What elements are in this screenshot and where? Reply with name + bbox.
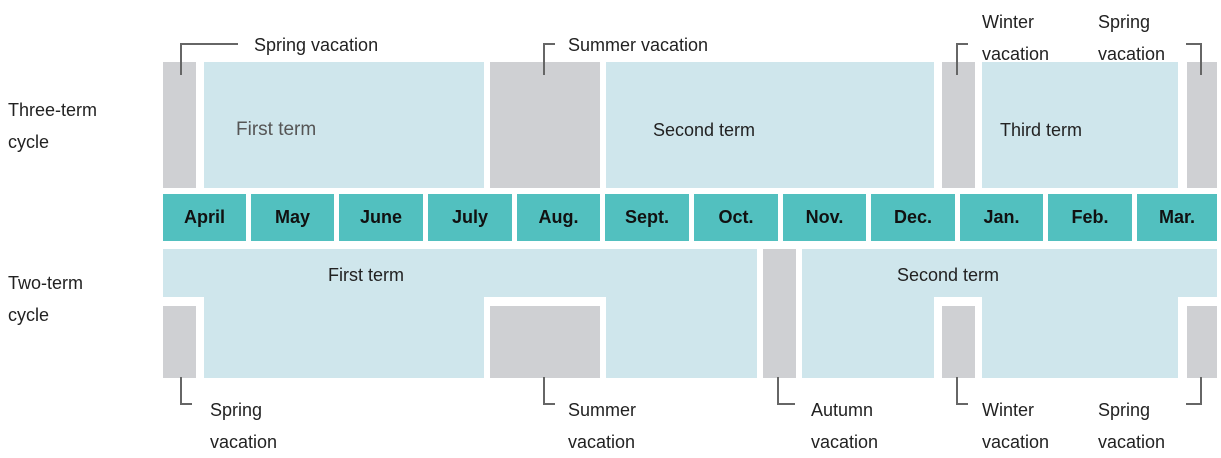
- two-term-second-term-label: Second term: [897, 265, 1000, 285]
- two-term-second-term-block-part: [802, 297, 934, 378]
- two-term-spring-vacation-end-label: [1098, 394, 1165, 458]
- label-line: Winter: [982, 400, 1035, 420]
- two-term-summer-vacation-label: [568, 394, 636, 458]
- label-line: vacation: [811, 432, 879, 452]
- month-cell: Aug.: [517, 194, 600, 241]
- label-line: Spring: [1098, 400, 1151, 420]
- label-line: vacation: [1098, 432, 1166, 452]
- label-line: Winter: [982, 12, 1035, 32]
- three-term-winter-vacation-label: [982, 6, 1049, 70]
- two-term-second-term-block-part: [982, 297, 1178, 378]
- month-cell: July: [428, 194, 512, 241]
- month-cell: June: [339, 194, 423, 241]
- three-term-winter-vacation-block: [942, 62, 975, 188]
- three-term-row-label: [8, 94, 97, 158]
- row-label-line: Two-term: [8, 273, 84, 293]
- two-term-first-term-block-part: [204, 297, 484, 378]
- month-cell: Feb.: [1048, 194, 1132, 241]
- label-line: Autumn: [811, 400, 874, 420]
- three-term-first-term-label: First term: [236, 119, 317, 140]
- label-line: vacation: [1098, 44, 1166, 64]
- label-line: Summer: [568, 400, 637, 420]
- three-term-spring-vacation-label: Spring vacation: [254, 35, 379, 55]
- two-term-first-term-label: First term: [328, 265, 404, 285]
- autumn-vacation-bracket: [777, 377, 795, 405]
- three-term-second-term-label: Second term: [653, 120, 756, 140]
- row-label-line: cycle: [8, 132, 50, 152]
- label-line: vacation: [982, 44, 1050, 64]
- three-term-spring-vacation-end-block: [1187, 62, 1217, 188]
- winter-vacation-bracket: [956, 377, 968, 405]
- spring-vacation-bracket: [180, 377, 192, 405]
- two-term-spring-vacation-label: [210, 394, 277, 458]
- label-line: Spring: [210, 400, 263, 420]
- month-cell: Jan.: [960, 194, 1043, 241]
- two-term-winter-vacation-label: [982, 394, 1049, 458]
- two-term-autumn-vacation-label: [811, 394, 878, 458]
- row-label-line: Three-term: [8, 100, 98, 120]
- month-cell: Dec.: [871, 194, 955, 241]
- month-cell: Nov.: [783, 194, 866, 241]
- three-term-spring-vacation-block: [163, 62, 196, 188]
- two-term-second-term-block: [802, 249, 1217, 297]
- two-term-autumn-vacation-block: [763, 249, 796, 378]
- two-term-summer-vacation-block: [490, 306, 600, 378]
- month-cell: Oct.: [694, 194, 778, 241]
- three-term-spring-vacation-end-label: [1098, 6, 1165, 70]
- month-cell: April: [163, 194, 246, 241]
- two-term-winter-vacation-block: [942, 306, 975, 378]
- label-line: vacation: [982, 432, 1050, 452]
- three-term-summer-vacation-label: Summer vacation: [568, 35, 709, 55]
- month-cell: May: [251, 194, 334, 241]
- label-line: vacation: [568, 432, 636, 452]
- month-cell: Mar.: [1137, 194, 1217, 241]
- month-cell: Sept.: [605, 194, 689, 241]
- label-line: Spring: [1098, 12, 1151, 32]
- spring-vacation-bracket: [180, 43, 238, 75]
- label-line: vacation: [210, 432, 278, 452]
- three-term-summer-vacation-block: [490, 62, 600, 188]
- winter-vacation-bracket: [956, 43, 968, 75]
- summer-vacation-bracket: [543, 377, 555, 405]
- two-term-first-term-block: [163, 249, 757, 297]
- summer-vacation-bracket: [543, 43, 555, 75]
- spring-vacation-end-bracket: [1186, 377, 1202, 405]
- two-term-spring-vacation-block: [163, 306, 196, 378]
- two-term-row-label: [8, 267, 83, 331]
- three-term-third-term-label: Third term: [1000, 120, 1083, 140]
- two-term-first-term-block-part: [606, 297, 757, 378]
- spring-vacation-end-bracket: [1186, 43, 1202, 75]
- row-label-line: cycle: [8, 305, 50, 325]
- two-term-spring-vacation-end-block: [1187, 306, 1217, 378]
